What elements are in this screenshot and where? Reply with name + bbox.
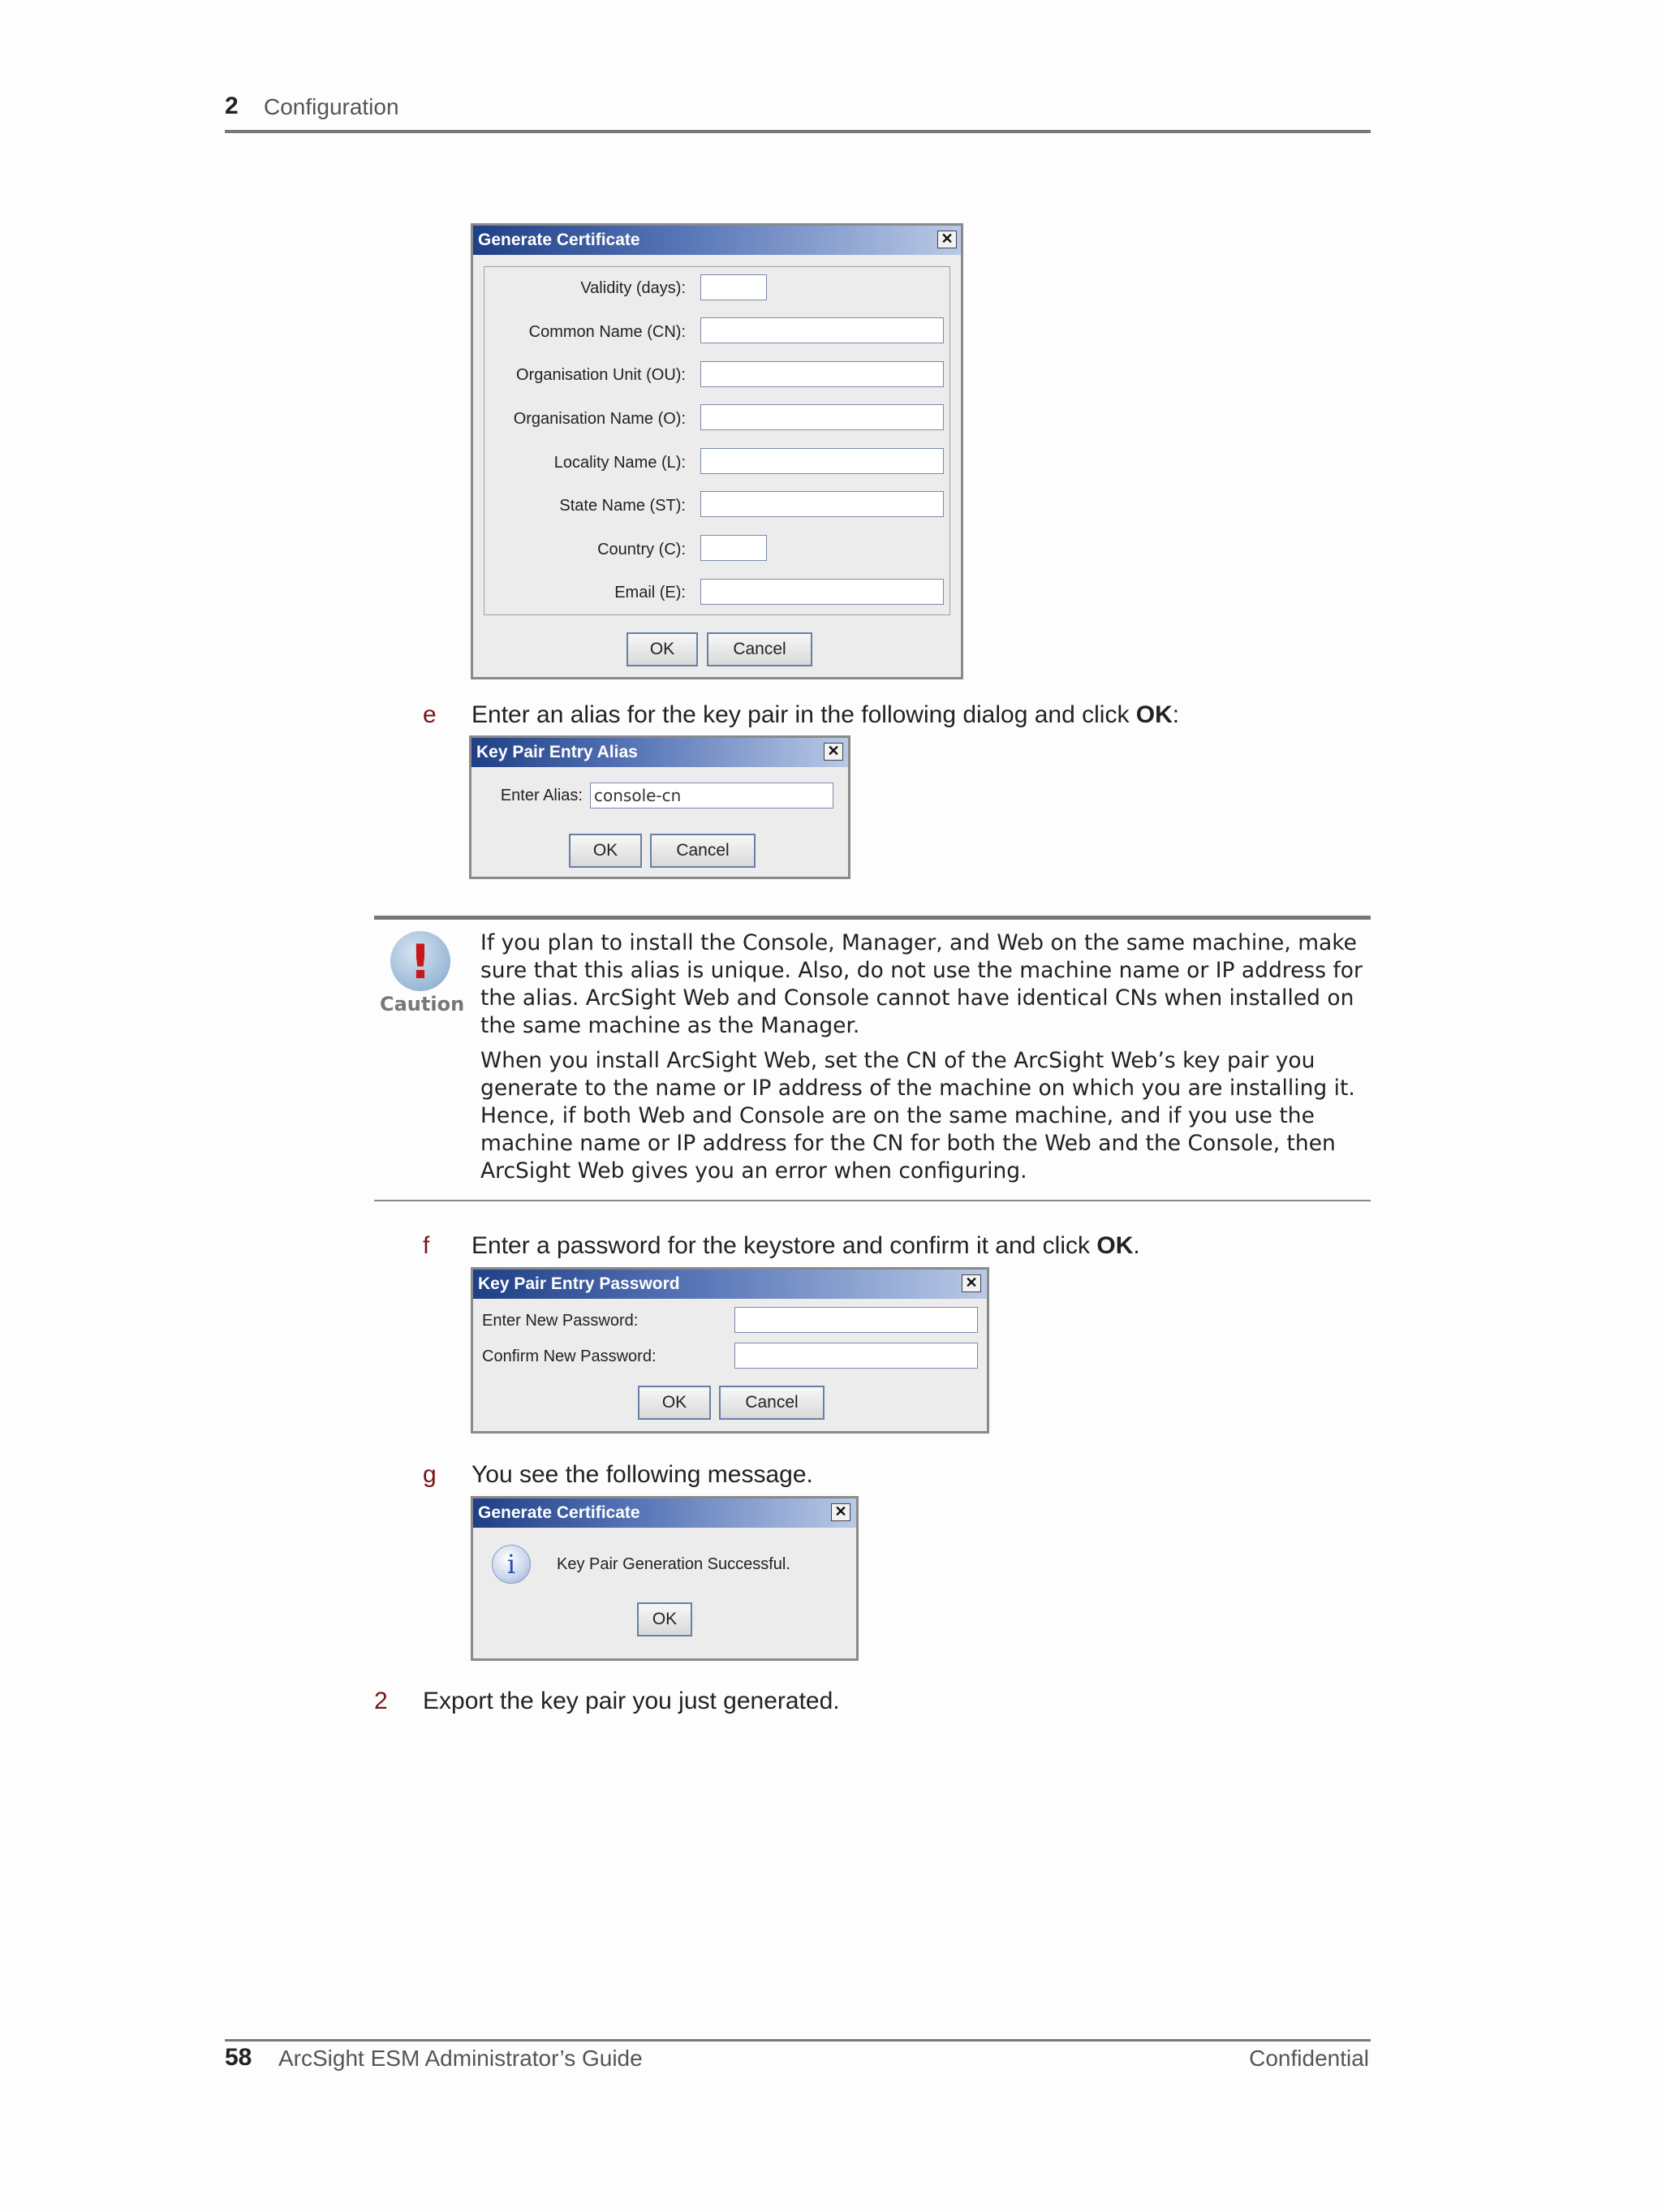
step-marker-2: 2 — [374, 1688, 388, 1714]
step-f-text-before: Enter a password for the keystore and confirm it and click — [471, 1232, 1097, 1259]
step-e-text-before: Enter an alias for the key pair in the following dialog and click — [471, 701, 1136, 728]
cancel-button[interactable]: Cancel — [707, 632, 812, 666]
step-e-text — [471, 701, 1179, 729]
alias-label: Enter Alias: — [500, 787, 583, 804]
validity-input[interactable] — [700, 274, 767, 300]
step-f-ok-emphasis: OK — [1096, 1232, 1134, 1259]
step-e-text-after: : — [1172, 701, 1180, 728]
new-password-input[interactable] — [734, 1307, 978, 1333]
info-glyph: i — [506, 1549, 516, 1580]
info-icon — [492, 1545, 531, 1584]
exclamation-glyph: ! — [409, 934, 432, 990]
country-label: Country (C): — [597, 541, 686, 558]
state-label: State Name (ST): — [559, 497, 686, 515]
email-label: Email (E): — [614, 584, 686, 602]
close-icon[interactable]: ✕ — [824, 743, 843, 761]
ok-button[interactable]: OK — [638, 1386, 711, 1420]
new-password-label: Enter New Password: — [482, 1312, 639, 1330]
page-number: 58 — [225, 2044, 252, 2071]
caution-icon — [390, 931, 450, 991]
org-unit-input[interactable] — [700, 361, 944, 387]
generate-certificate-dialog — [471, 223, 963, 679]
ok-button[interactable]: OK — [637, 1602, 692, 1636]
footer-rule — [225, 2039, 1371, 2042]
step-marker-f: f — [423, 1232, 430, 1259]
chapter-title: Configuration — [264, 94, 399, 119]
cancel-button[interactable]: Cancel — [650, 834, 756, 868]
success-message: Key Pair Generation Successful. — [557, 1555, 790, 1573]
chapter-number: 2 — [225, 93, 239, 119]
step-2-text: Export the key pair you just generated. — [423, 1688, 840, 1714]
step-marker-e: e — [423, 701, 437, 728]
common-name-label: Common Name (CN): — [528, 323, 686, 341]
key-pair-password-dialog — [471, 1267, 989, 1434]
confirm-password-label: Confirm New Password: — [482, 1347, 657, 1365]
guide-title: ArcSight ESM Administrator’s Guide — [278, 2046, 643, 2071]
dialog-title: Generate Certificate — [473, 1498, 856, 1528]
dialog-title: Generate Certificate — [473, 226, 961, 255]
confirm-password-input[interactable] — [734, 1343, 978, 1369]
dialog-title: Key Pair Entry Alias — [471, 738, 848, 767]
locality-label: Locality Name (L): — [553, 454, 686, 472]
common-name-input[interactable] — [700, 317, 944, 343]
step-g-text: You see the following message. — [471, 1461, 813, 1488]
close-icon[interactable]: ✕ — [937, 231, 957, 248]
key-pair-alias-dialog — [469, 735, 850, 879]
step-f-text — [471, 1232, 1140, 1260]
alias-input[interactable]: console-cn — [590, 783, 833, 808]
caution-paragraph-1: If you plan to install the Console, Manager, and Web on the same machine, make sure that this alias is unique. Also, do not use the machine name or IP address for the alias. ArcSight Web and Console cannot have identical CNs when installed on the same machine as the Manager. — [480, 930, 1363, 1038]
cancel-button[interactable]: Cancel — [719, 1386, 825, 1420]
locality-input[interactable] — [700, 448, 944, 474]
org-unit-label: Organisation Unit (OU): — [516, 366, 686, 384]
caution-top-rule — [374, 916, 1371, 920]
caution-bottom-rule — [374, 1200, 1371, 1201]
org-name-input[interactable] — [700, 404, 944, 430]
step-f-text-after: . — [1133, 1232, 1140, 1259]
email-input[interactable] — [700, 579, 944, 605]
ok-button[interactable]: OK — [569, 834, 642, 868]
generation-success-dialog — [471, 1496, 859, 1661]
org-name-label: Organisation Name (O): — [513, 410, 686, 428]
step-marker-g: g — [423, 1461, 437, 1488]
caution-paragraph-2: When you install ArcSight Web, set the CN of the ArcSight Web’s key pair you generate to the name or IP address of the machine on which you are installing it. Hence, if both Web and Console are on the same machine, and if you use the machine name or IP address for the CN for both the Web and the Console, then ArcSight Web gives you an error when configuring. — [480, 1048, 1355, 1184]
country-input[interactable] — [700, 535, 767, 561]
caution-label: Caution — [380, 993, 465, 1015]
ok-button[interactable]: OK — [626, 632, 698, 666]
header-rule — [225, 130, 1371, 133]
step-e-ok-emphasis: OK — [1135, 701, 1173, 728]
dialog-title: Key Pair Entry Password — [473, 1270, 987, 1299]
state-input[interactable] — [700, 491, 944, 517]
close-icon[interactable]: ✕ — [831, 1503, 850, 1521]
close-icon[interactable]: ✕ — [962, 1274, 981, 1292]
classification-label: Confidential — [1249, 2046, 1369, 2071]
validity-label: Validity (days): — [580, 279, 686, 297]
